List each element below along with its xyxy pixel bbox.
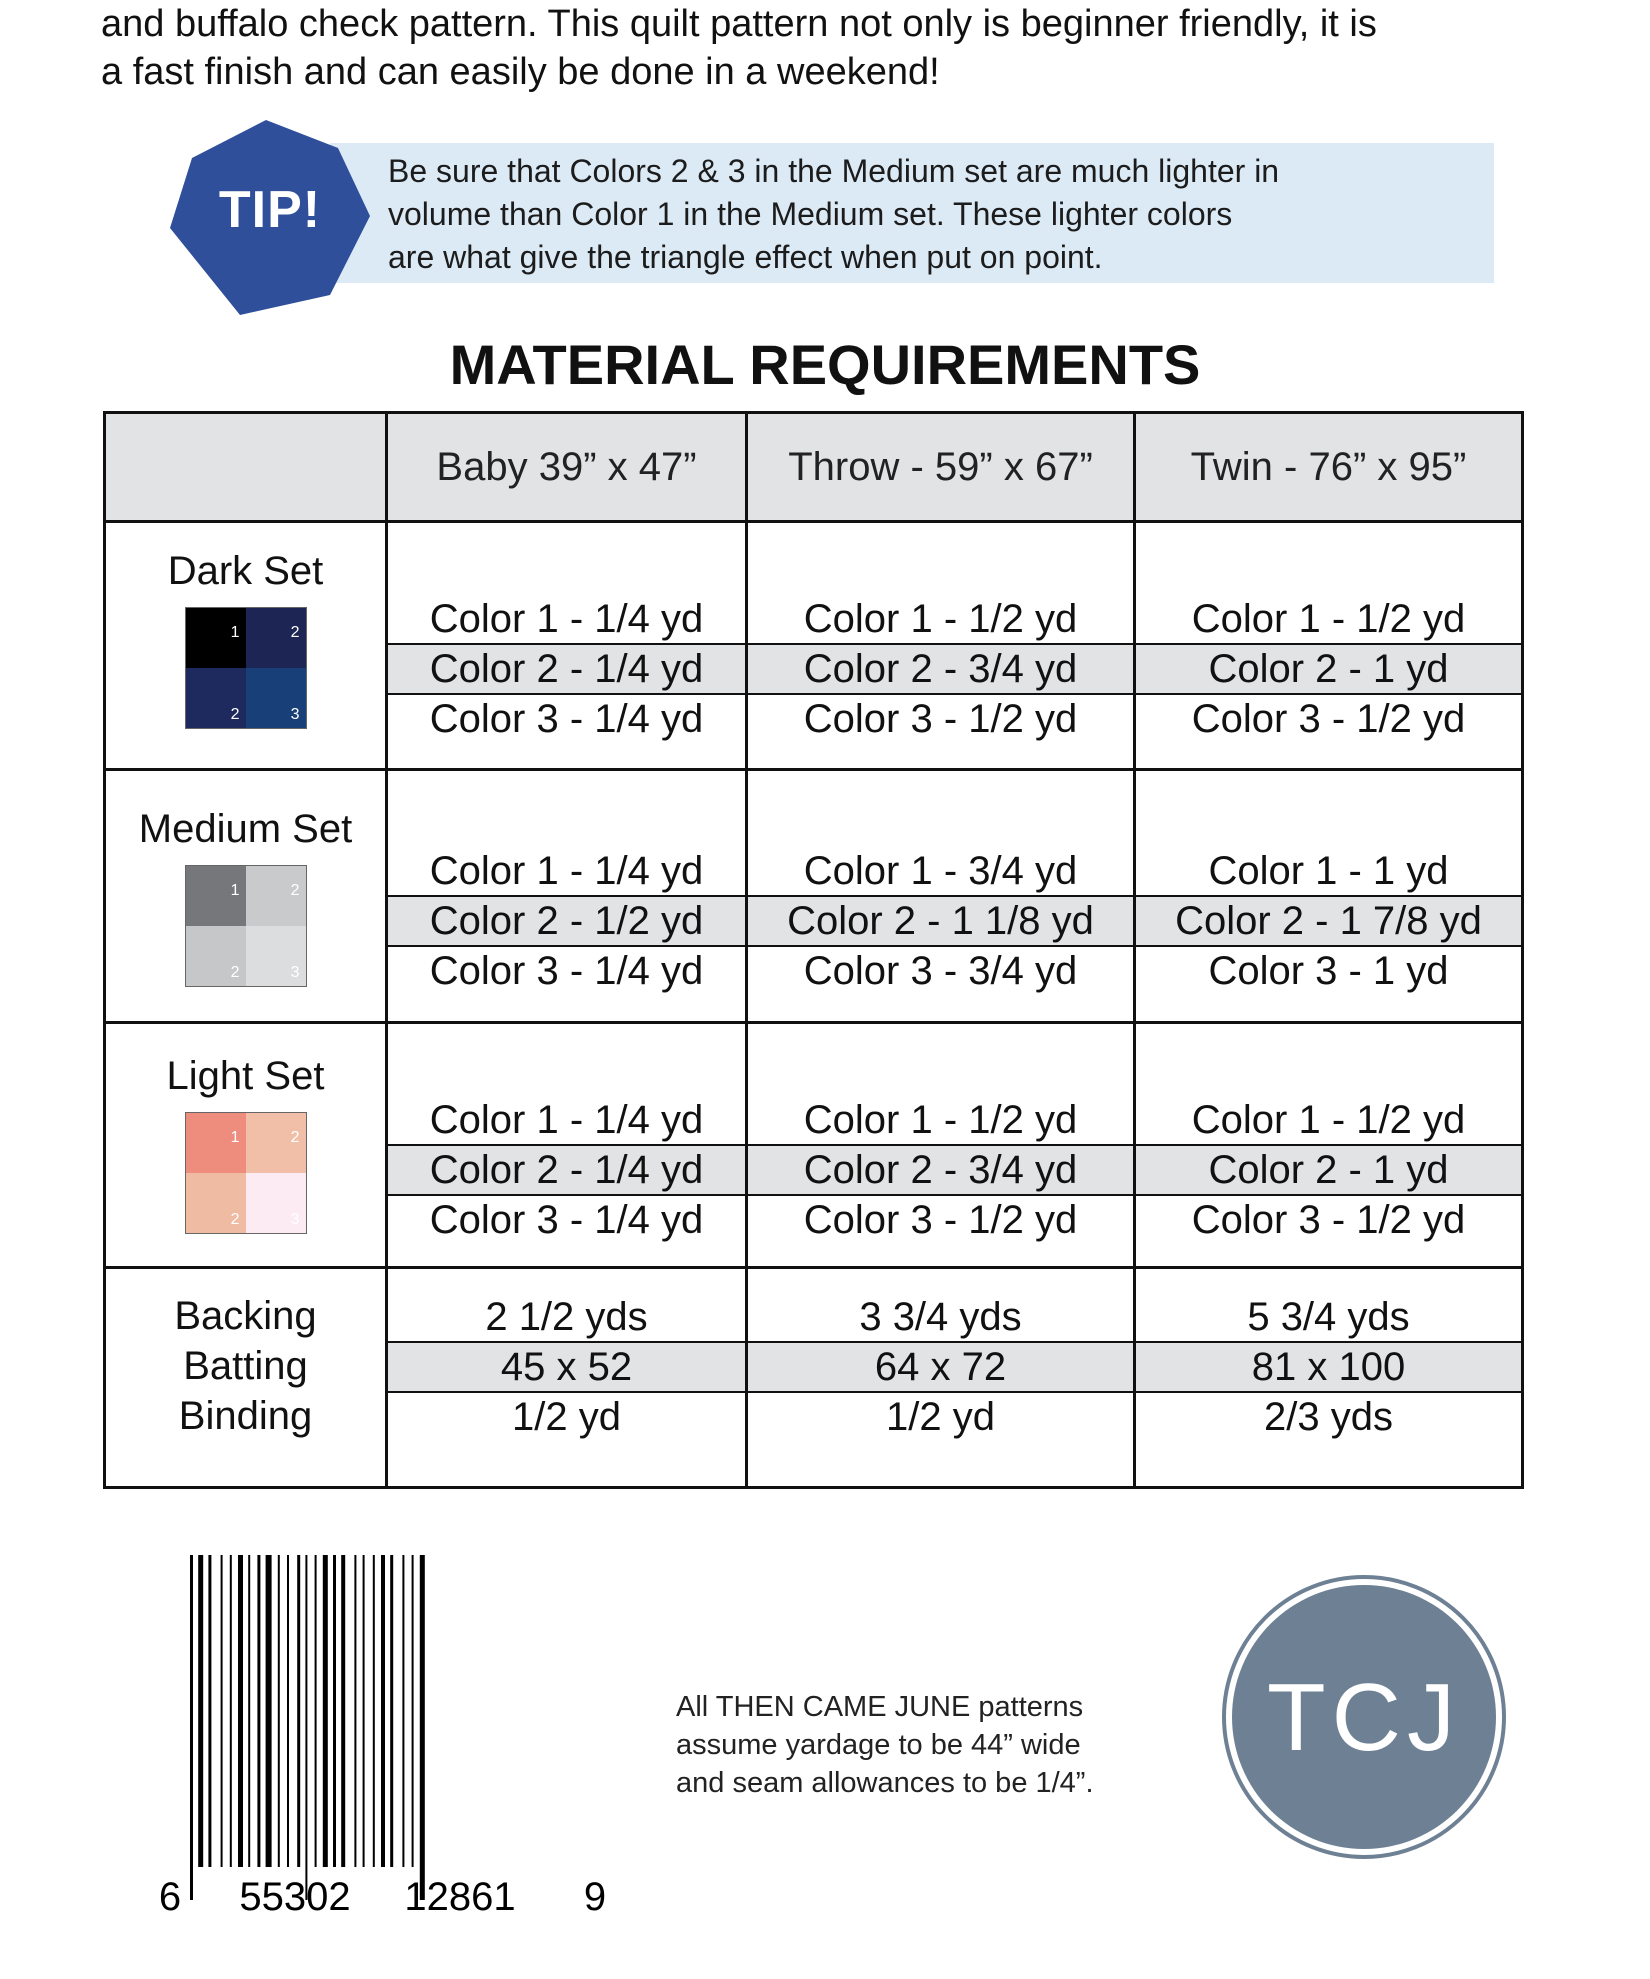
tip-text	[388, 150, 1478, 279]
extras-label-cell	[105, 1268, 387, 1488]
medium-throw-color-1: Color 1 - 3/4 yd	[803, 849, 1078, 893]
barcode-group-1: 55302	[239, 1875, 351, 1915]
throw-binding: 1/2 yd	[886, 1395, 995, 1439]
header-throw: Throw - 59” x 67”	[747, 413, 1135, 522]
twin-backing: 5 3/4 yds	[1247, 1295, 1410, 1339]
medium-twin-cell	[1135, 770, 1523, 1023]
barcode-bar	[323, 1555, 328, 1867]
table-header-row	[105, 413, 1523, 522]
dark-baby-cell	[387, 522, 747, 770]
light-throw-color-3: Color 3 - 1/2 yd	[803, 1198, 1078, 1242]
medium-swatch-1: 1	[186, 866, 246, 926]
barcode-left-digit: 6	[158, 1875, 182, 1915]
baby-backing: 2 1/2 yds	[485, 1295, 648, 1339]
table-row-medium	[105, 770, 1523, 1023]
barcode-bar	[305, 1555, 307, 1900]
material-requirements-title: MATERIAL REQUIREMENTS	[449, 333, 1201, 396]
disclaimer-line-1: All THEN CAME JUNE patterns	[676, 1691, 1084, 1723]
dark-baby-color-1: Color 1 - 1/4 yd	[429, 597, 704, 641]
barcode-bar	[333, 1555, 336, 1867]
medium-throw-cell	[747, 770, 1135, 1023]
tip-line-2: volume than Color 1 in the Medium set. These lighter colors	[388, 196, 1233, 232]
light-baby-color-3: Color 3 - 1/4 yd	[429, 1198, 704, 1242]
dark-twin-color-2: Color 2 - 1 yd	[1136, 643, 1521, 695]
barcode-bar	[221, 1555, 223, 1867]
extras-labels	[106, 1291, 385, 1441]
barcode-bar	[287, 1555, 289, 1867]
barcode-bar	[238, 1555, 243, 1867]
upc-barcode	[150, 1555, 610, 1915]
barcode-bar	[354, 1555, 356, 1867]
barcode-bar	[248, 1555, 250, 1867]
barcode-bar	[341, 1555, 345, 1867]
medium-swatch-2: 2	[246, 866, 306, 926]
light-swatch-2: 2	[246, 1113, 306, 1173]
disclaimer-line-2: assume yardage to be 44” wide	[676, 1729, 1081, 1761]
medium-baby-color-1: Color 1 - 1/4 yd	[429, 849, 704, 893]
medium-twin-color-1: Color 1 - 1 yd	[1208, 849, 1449, 893]
dark-baby-color-2: Color 2 - 1/4 yd	[388, 643, 745, 695]
barcode-bar	[230, 1555, 232, 1867]
dark-set-cell	[105, 522, 387, 770]
barcode-bar	[402, 1555, 404, 1867]
tip-line-1: Be sure that Colors 2 & 3 in the Medium set are much lighter in	[388, 153, 1280, 189]
intro-paragraph	[101, 0, 1581, 96]
extras-throw-cell	[747, 1268, 1135, 1488]
material-requirements-table	[103, 411, 1524, 1489]
medium-throw-color-3: Color 3 - 3/4 yd	[803, 949, 1078, 993]
light-baby-cell	[387, 1023, 747, 1268]
dark-throw-color-1: Color 1 - 1/2 yd	[803, 597, 1078, 641]
dark-twin-cell	[1135, 522, 1523, 770]
extras-baby-cell	[387, 1268, 747, 1488]
intro-line-1: and buffalo check pattern. This quilt pattern not only is beginner friendly, it is	[101, 3, 1377, 45]
dark-throw-color-2: Color 2 - 3/4 yd	[748, 643, 1133, 695]
yardage-disclaimer	[676, 1688, 1196, 1802]
light-twin-cell	[1135, 1023, 1523, 1268]
dark-swatch-2: 2	[246, 608, 306, 668]
twin-batting: 81 x 100	[1136, 1341, 1521, 1393]
table-row-extras	[105, 1268, 1523, 1488]
barcode-bar	[266, 1555, 272, 1867]
throw-batting: 64 x 72	[748, 1341, 1133, 1393]
tip-line-3: are what give the triangle effect when put on point.	[388, 239, 1103, 275]
dark-throw-color-3: Color 3 - 1/2 yd	[803, 697, 1078, 741]
light-twin-color-2: Color 2 - 1 yd	[1136, 1144, 1521, 1196]
disclaimer-line-3: and seam allowances to be 1/4”.	[676, 1767, 1094, 1799]
barcode-bar	[297, 1555, 300, 1867]
label-binding: Binding	[178, 1394, 313, 1438]
light-set-cell	[105, 1023, 387, 1268]
dark-set-name: Dark Set	[167, 549, 324, 593]
barcode-bar	[420, 1555, 425, 1900]
header-empty	[105, 413, 387, 522]
barcode-bar	[373, 1555, 375, 1867]
tip-badge-label: TIP!	[218, 181, 322, 239]
barcode-bar	[198, 1555, 203, 1867]
light-swatch-1: 1	[186, 1113, 246, 1173]
table-row-light	[105, 1023, 1523, 1268]
label-backing: Backing	[174, 1294, 317, 1338]
baby-batting: 45 x 52	[388, 1341, 745, 1393]
dark-swatch-3: 2	[186, 668, 246, 728]
light-baby-color-2: Color 2 - 1/4 yd	[388, 1144, 745, 1196]
light-set-swatch	[185, 1112, 307, 1234]
light-baby-color-1: Color 1 - 1/4 yd	[429, 1098, 704, 1142]
barcode-bar	[381, 1555, 385, 1867]
medium-baby-color-3: Color 3 - 1/4 yd	[429, 949, 704, 993]
barcode-bar	[363, 1555, 365, 1867]
dark-swatch-4: 3	[246, 668, 306, 728]
barcode-bar	[390, 1555, 393, 1867]
barcode-group-2: 12861	[404, 1875, 516, 1915]
medium-set-cell	[105, 770, 387, 1023]
light-throw-color-1: Color 1 - 1/2 yd	[803, 1098, 1078, 1142]
barcode-bar	[208, 1555, 211, 1867]
medium-set-swatch	[185, 865, 307, 987]
throw-backing: 3 3/4 yds	[859, 1295, 1022, 1339]
header-baby: Baby 39” x 47”	[387, 413, 747, 522]
logo-text: TCJ	[1267, 1664, 1461, 1771]
barcode-bar	[190, 1555, 193, 1900]
light-twin-color-3: Color 3 - 1/2 yd	[1191, 1198, 1466, 1242]
intro-line-2: a fast finish and can easily be done in a weekend!	[101, 51, 940, 93]
medium-set-name: Medium Set	[138, 807, 353, 851]
medium-swatch-3: 2	[186, 926, 246, 986]
light-swatch-3: 2	[186, 1173, 246, 1233]
barcode-bar	[315, 1555, 317, 1867]
dark-swatch-1: 1	[186, 608, 246, 668]
light-throw-color-2: Color 2 - 3/4 yd	[748, 1144, 1133, 1196]
medium-twin-color-3: Color 3 - 1 yd	[1208, 949, 1449, 993]
baby-binding: 1/2 yd	[512, 1395, 621, 1439]
medium-throw-color-2: Color 2 - 1 1/8 yd	[748, 895, 1133, 947]
light-twin-color-1: Color 1 - 1/2 yd	[1191, 1098, 1466, 1142]
dark-set-swatch	[185, 607, 307, 729]
dark-twin-color-1: Color 1 - 1/2 yd	[1191, 597, 1466, 641]
twin-binding: 2/3 yds	[1264, 1395, 1393, 1439]
extras-twin-cell	[1135, 1268, 1523, 1488]
dark-throw-cell	[747, 522, 1135, 770]
tcj-logo	[1222, 1575, 1506, 1859]
light-set-name: Light Set	[166, 1054, 325, 1098]
barcode-right-digit: 9	[583, 1875, 607, 1915]
barcode-bar	[278, 1555, 280, 1867]
medium-baby-cell	[387, 770, 747, 1023]
barcode-bar	[412, 1555, 414, 1867]
barcode-bars	[190, 1555, 425, 1900]
medium-baby-color-2: Color 2 - 1/2 yd	[388, 895, 745, 947]
medium-swatch-4: 3	[246, 926, 306, 986]
table-row-dark	[105, 522, 1523, 770]
dark-twin-color-3: Color 3 - 1/2 yd	[1191, 697, 1466, 741]
light-swatch-4: 3	[246, 1173, 306, 1233]
light-throw-cell	[747, 1023, 1135, 1268]
medium-twin-color-2: Color 2 - 1 7/8 yd	[1136, 895, 1521, 947]
label-batting: Batting	[183, 1344, 308, 1388]
dark-baby-color-3: Color 3 - 1/4 yd	[429, 697, 704, 741]
barcode-bar	[257, 1555, 260, 1867]
header-twin: Twin - 76” x 95”	[1135, 413, 1523, 522]
